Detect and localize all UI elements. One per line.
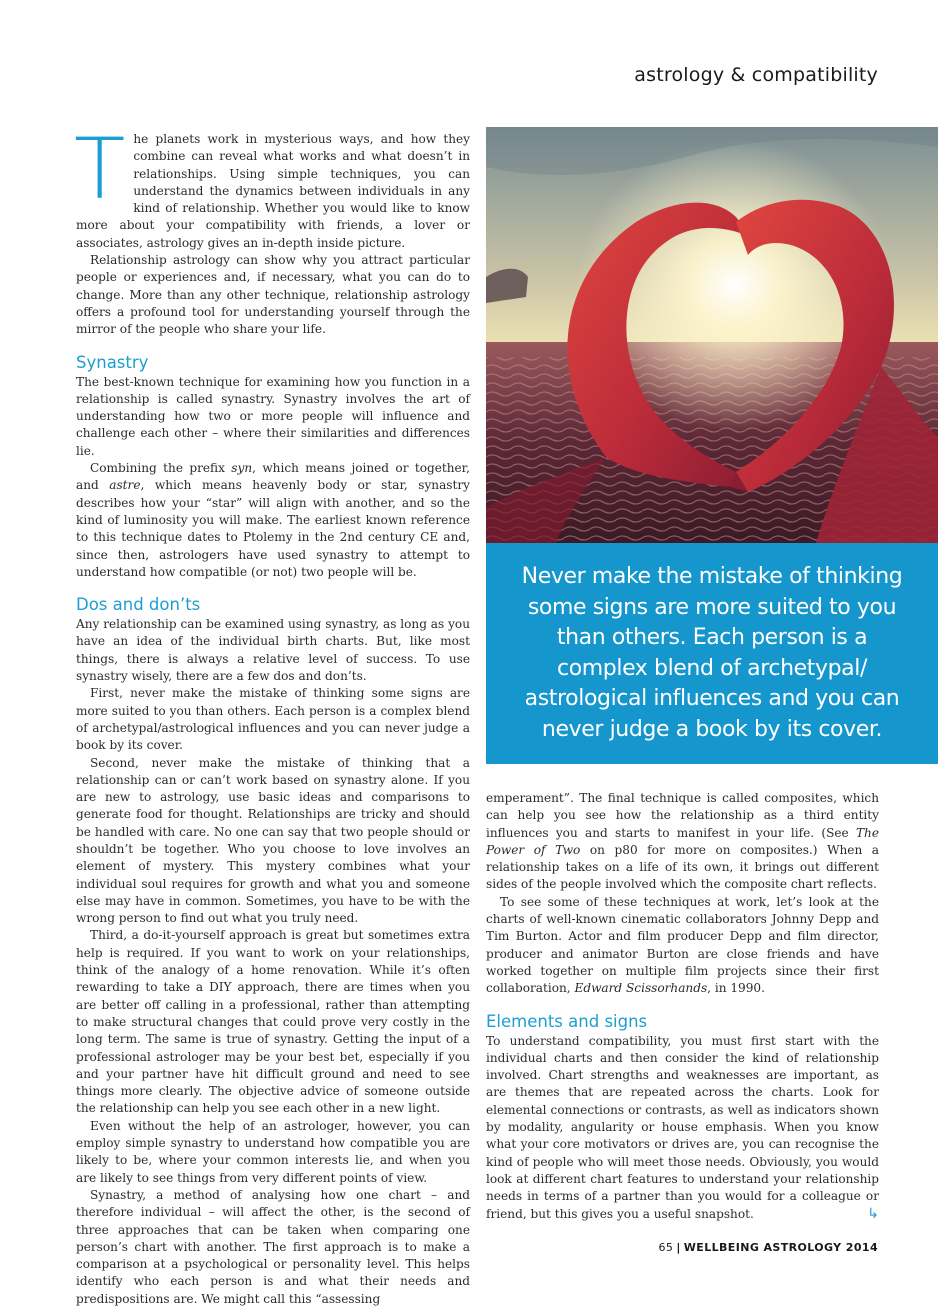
right-column: [486, 790, 879, 1223]
book-title-power-of-two: The Power of Two: [486, 825, 879, 857]
right-paragraph-1: emperament”. The final technique is called composites, which can help you see how the relationship as a third entity influences you and starts to manifest in your life. (See The Power of Two on p80 for more on composites.) When a relationship takes on a life of its own, it brings out different sides of the people involved which the composite chart reflects.: [486, 791, 879, 892]
right-paragraph-2: To see some of these techniques at work, let’s look at the charts of well-known cinematic collaborators Johnny Depp and Tim Burton. Actor and film producer Depp and film director, producer and animator Burton are close friends and have worked together on multiple film projects since their first collaboration, Edward Scissorhands, in 1990.: [486, 894, 879, 996]
elements-paragraph: To understand compatibility, you must first start with the individual charts and then consider the kind of relationship involved. Chart strengths and weaknesses are important, as are themes that are repeated across the charts. Look for elemental connections or contrasts, as well as indicators shown by modality, angularity or house emphasis. When you know what your core motivators or drives are, you can recognise the kind of people who will meet those needs. Obviously, you would look at different chart features to understand your relationship needs in terms of a partner than you would for a colleague or friend, but this gives you a useful snapshot. ↳: [486, 1033, 879, 1222]
astre-term: astre: [109, 478, 141, 493]
dos-paragraph-3: Second, never make the mistake of thinking that a relationship can or can’t work based on synastry alone. If you are new to astrology, use basic ideas and comparisons to generate food for thought. Relationships are tricky and should be handled with care. No one can say that two people should or shouldn’t be together. Who you choose to love involves an element of mystery. This mystery combines what your individual soul requires for growth and what you and someone else may have in common. Sometimes, you have to be with the wrong person to find out what you truly need.: [76, 755, 470, 926]
synastry-heading: Synastry: [76, 352, 149, 372]
dos-paragraph-2: First, never make the mistake of thinking some signs are more suited to you than others. Each person is a complex blend of archetypal/astrological influences and you can never judge a book by its cover.: [76, 686, 470, 753]
drop-cap: T: [74, 120, 126, 218]
intro-paragraph: [74, 120, 470, 252]
synastry-paragraph-2: Combining the prefix syn, which means joined or together, and astre, which means heavenly body or star, synastry describes how your “star” will align with another, and so the kind of luminosity you will make. The earliest known reference to this technique dates to Ptolemy in the 2nd century CE and, since then, astrologers have used synastry to attempt to understand how compatible (or not) two people will be.: [76, 461, 470, 579]
dos-heading: Dos and don’ts: [76, 595, 201, 615]
dos-paragraph-6: Synastry, a method of analysing how one chart – and therefore individual – will affect the other, is the second of three approaches that can be taken when comparing one person’s chart with another. The first approach is to make a comparison at a psychological or personality level. This helps identify who each person is and what their needs and predispositions are. We might call this “assessing: [76, 1187, 470, 1306]
publication-name: WELLBEING ASTROLOGY 2014: [683, 1241, 878, 1254]
intro-paragraph-2: Relationship astrology can show why you attract particular people or experiences and, if necessary, what you can do to change. More than any other technique, relationship astrology offers a profound tool for understanding yourself through the mirror of the people who share your life.: [76, 253, 470, 337]
dos-paragraph-5: Even without the help of an astrologer, however, you can employ simple synastry to understand how compatible you are likely to be, where your common interests lie, and when you are likely to see things from very different points of view.: [76, 1118, 470, 1185]
page-footer: [659, 1241, 878, 1254]
film-title: Edward Scissorhands: [574, 981, 708, 996]
left-column: [74, 120, 470, 1308]
footer-separator: |: [676, 1241, 681, 1254]
heart-hands-illustration: [486, 127, 938, 543]
dos-paragraph-4: Third, a do-it-yourself approach is great but sometimes extra help is required. If you want to work on your relationships, think of the analogy of a home renovation. While it’s often rewarding to take a DIY approach, there are times when you are better off calling in a professional, rather than attempting to make structural changes that could prove very costly in the long term. The same is true of synastry. Getting the input of a professional astrologer may be your best bet, especially if you and your partner have hit difficult ground and need to see things more clearly. The objective advice of someone outside the relationship can help you see each other in a new light.: [76, 928, 470, 1116]
page-number: 65: [658, 1241, 674, 1254]
continue-arrow-icon: ↳: [867, 1205, 879, 1222]
elements-heading: Elements and signs: [486, 1011, 648, 1031]
pull-quote: Never make the mistake of thinking some signs are more suited to you than others. Each person is a complex blend of archetypal/ astrological influences and you can never judge a book by its cover.: [521, 564, 903, 742]
heart-hands-photo: [486, 127, 938, 543]
syn-term: syn: [231, 461, 253, 476]
pull-quote-box: [486, 543, 938, 764]
intro-text: he planets work in mysterious ways, and how they combine can reveal what works and what doesn’t in relationships. Using simple techniques, you can understand the dynamics between individuals in any kind of relationship. Whether you would like to know more about your compatibility with friends, a lover or associates, astrology gives an in-depth inside picture.: [76, 132, 470, 250]
synastry-paragraph-1: The best-known technique for examining how you function in a relationship is called synastry. Synastry involves the art of understanding how two or more people will influence and challenge each other – where their similarities and differences lie.: [76, 374, 470, 458]
section-header: astrology & compatibility: [634, 64, 878, 86]
dos-paragraph-1: Any relationship can be examined using synastry, as long as you have an idea of the individual birth charts. But, like most things, there is always a relative level of success. To use synastry wisely, there are a few dos and don’ts.: [76, 617, 470, 684]
